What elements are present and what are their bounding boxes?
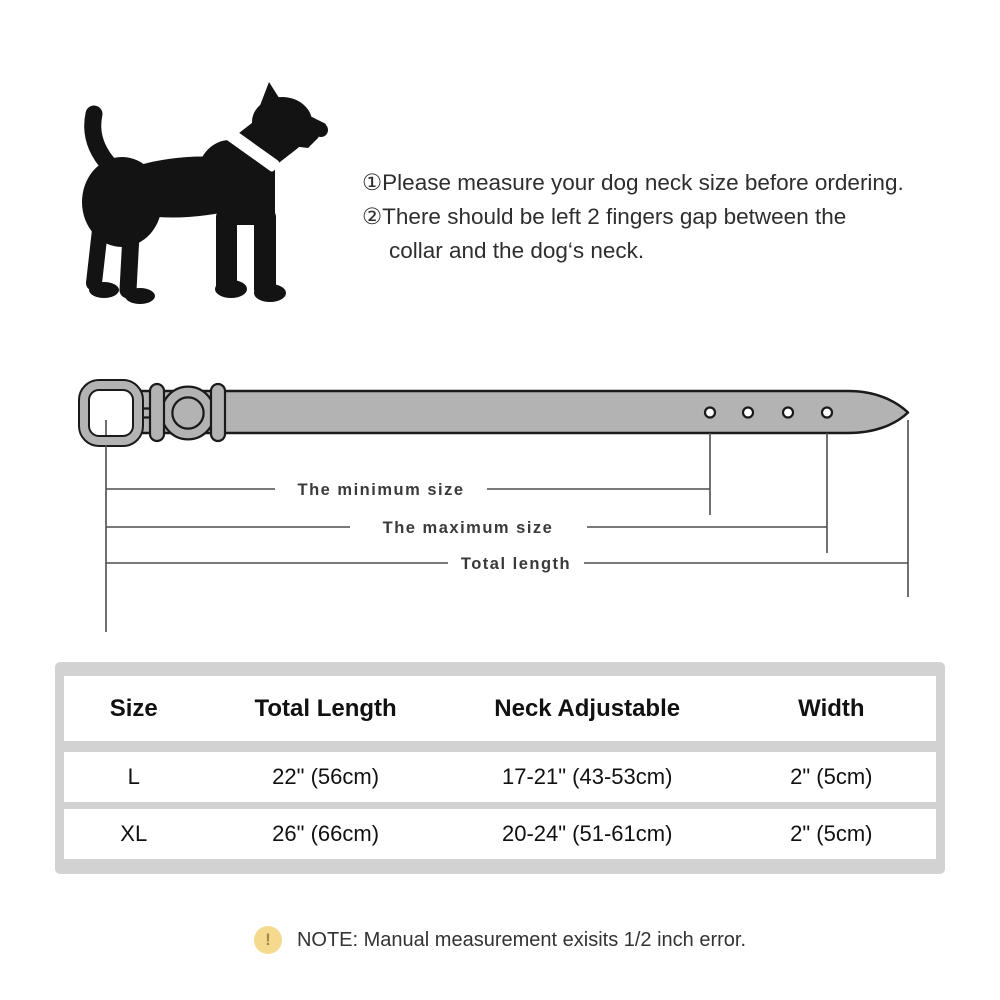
instruction-line-3: collar and the dog‘s neck.	[389, 238, 645, 263]
note-text: NOTE: Manual measurement exisits 1/2 inch error.	[296, 928, 747, 951]
exclamation-icon: !	[254, 926, 282, 954]
cell-width-xl: 2" (5cm)	[790, 821, 873, 846]
collar-diagram-svg	[50, 375, 930, 640]
cell-size-xl: XL	[120, 821, 148, 846]
cell-size-l: L	[127, 764, 140, 789]
measurement-note	[0, 926, 1000, 954]
minimum-size-label: The minimum size	[297, 481, 465, 499]
dog-tail	[93, 114, 110, 166]
collar-keeper-loop-2	[211, 384, 225, 441]
dog-illustration	[70, 80, 340, 330]
dog-front-paw-left	[215, 280, 247, 298]
maximum-size-label: The maximum size	[382, 519, 554, 537]
size-table-header-row	[64, 676, 936, 741]
cell-total-length-xl: 26" (66cm)	[272, 821, 380, 846]
dog-body-shape	[82, 82, 328, 304]
header-total-length: Total Length	[254, 694, 397, 722]
cell-total-length-l: 22" (56cm)	[272, 764, 380, 789]
strap-hole-2	[743, 408, 753, 418]
cell-width-l: 2" (5cm)	[790, 764, 873, 789]
header-size: Size	[109, 694, 158, 722]
dog-back-paw-far	[89, 282, 119, 298]
collar-measurement-diagram	[50, 375, 930, 640]
size-table	[55, 662, 945, 874]
collar-keeper-loop-1	[150, 384, 164, 441]
dog-nose	[314, 123, 328, 137]
instruction-line-2: ②There should be left 2 fingers gap between the	[362, 204, 847, 229]
dog-front-paw-right	[254, 284, 286, 302]
cell-neck-adjustable-xl: 20-24" (51-61cm)	[501, 821, 673, 846]
dog-back-paw-near	[125, 288, 155, 304]
strap-hole-4	[822, 408, 832, 418]
dog-silhouette-icon	[70, 80, 340, 330]
instructions	[362, 166, 972, 268]
header-neck-adjustable: Neck Adjustable	[494, 694, 681, 722]
dog-back-leg-far	[94, 230, 100, 283]
header-width: Width	[798, 694, 865, 722]
strap-hole-1	[705, 408, 715, 418]
buckle-frame-outline	[84, 385, 138, 441]
strap-hole-3	[783, 408, 793, 418]
table-row-l	[64, 752, 936, 802]
instruction-line-1: ①Please measure your dog neck size before ordering.	[362, 170, 904, 195]
dog-back-leg-near	[128, 235, 131, 290]
cell-neck-adjustable-l: 17-21" (43-53cm)	[501, 764, 673, 789]
table-row-xl	[64, 809, 936, 859]
total-length-label: Total length	[460, 555, 572, 573]
